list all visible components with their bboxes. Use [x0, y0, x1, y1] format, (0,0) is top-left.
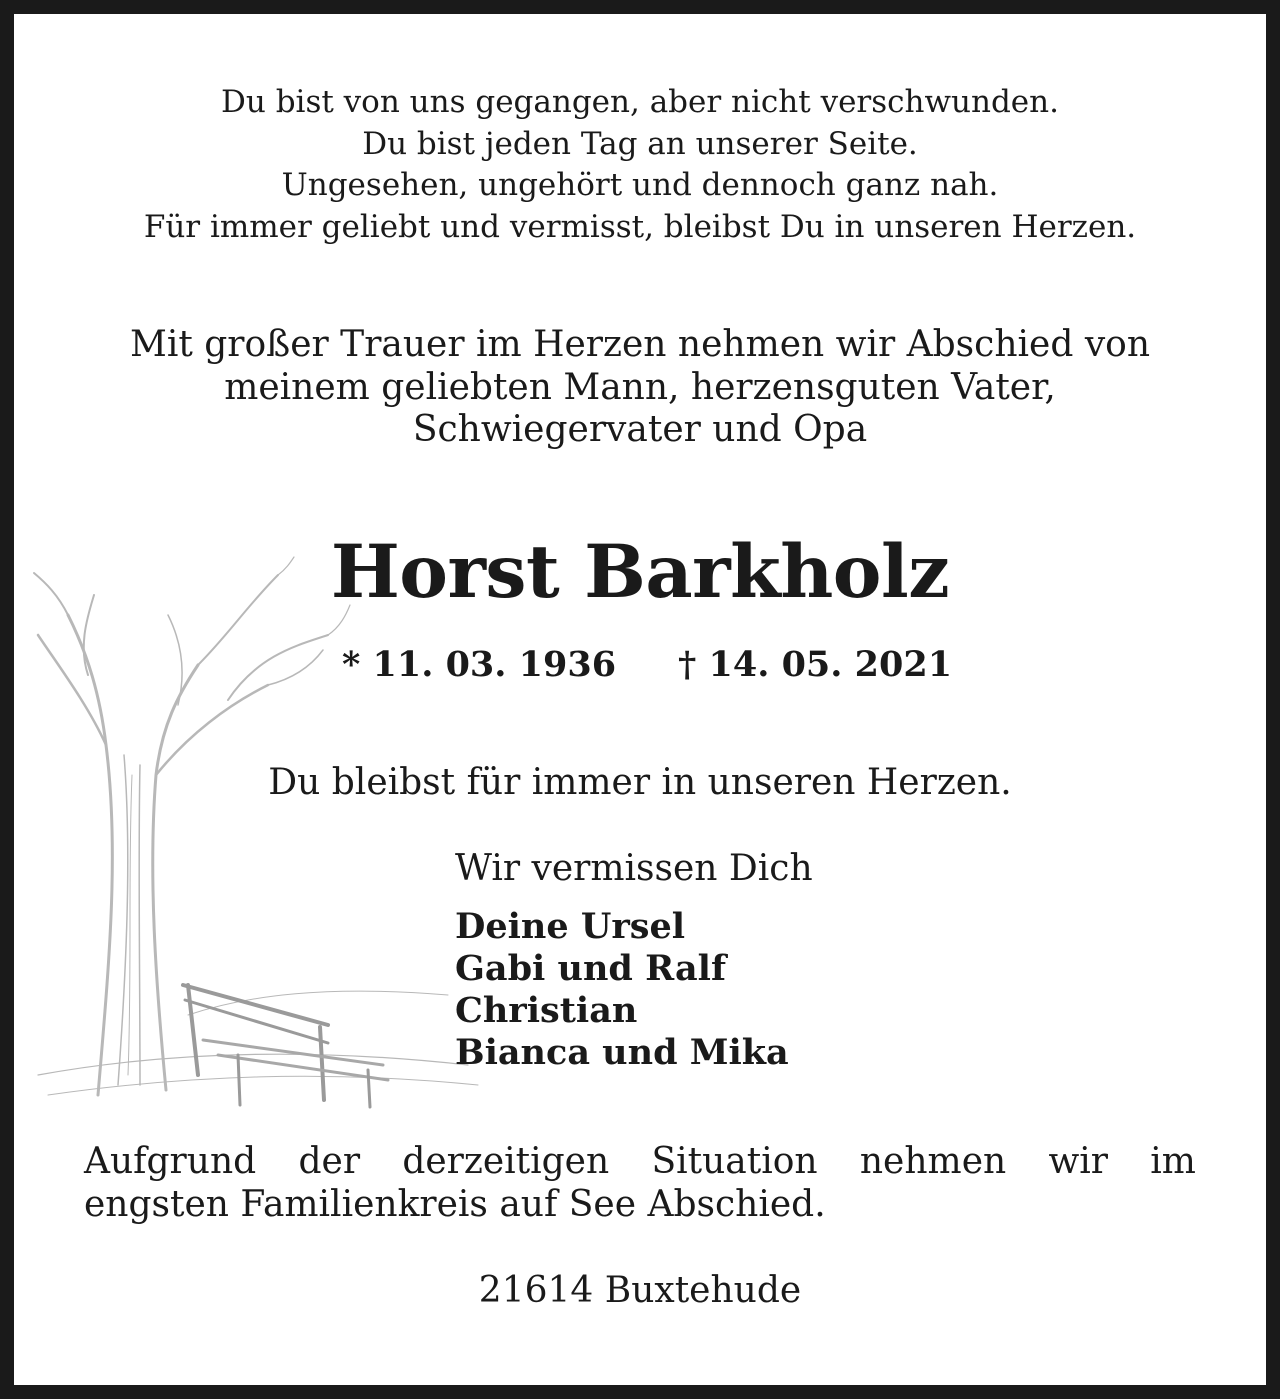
poem-line: Du bist jeden Tag an unserer Seite.: [362, 125, 918, 162]
notice-line-1: [84, 1140, 1196, 1183]
opening-poem: [40, 82, 1240, 248]
place: 21614 Buxtehude: [478, 1270, 802, 1311]
notice-word: Aufgrund: [84, 1141, 257, 1182]
poem-line: Für immer geliebt und vermisst, bleibst Du in unseren Herzen.: [143, 208, 1137, 245]
notice-word: derzeitigen: [402, 1141, 610, 1182]
notice-word: Situation: [651, 1141, 818, 1182]
intro-line: Schwiegervater und Opa: [412, 409, 868, 450]
deceased-name: Horst Barkholz: [330, 529, 950, 615]
signer: Bianca und Mika: [455, 1032, 789, 1073]
signer: Gabi und Ralf: [455, 948, 726, 989]
closing-line: Du bleibst für immer in unseren Herzen.: [268, 762, 1012, 803]
notice-word: wir: [1048, 1141, 1109, 1182]
poem-line: Ungesehen, ungehört und dennoch ganz nah.: [281, 167, 999, 203]
notice-word: der: [298, 1141, 361, 1182]
signers-list: [455, 906, 789, 1074]
notice-word: im: [1150, 1141, 1196, 1182]
signer: Christian: [455, 990, 638, 1031]
mourning-intro: [40, 324, 1240, 452]
miss-line: Wir vermissen Dich: [455, 848, 813, 889]
notice-word: nehmen: [859, 1141, 1007, 1182]
notice-line-2: engsten Familienkreis auf See Abschied.: [84, 1184, 826, 1225]
funeral-notice: [84, 1140, 1196, 1226]
birth-date: * 11. 03. 1936: [342, 644, 617, 685]
signer: Deine Ursel: [455, 906, 686, 947]
intro-line: Mit großer Trauer im Herzen nehmen wir Abschied von: [129, 324, 1151, 365]
intro-line: meinem geliebten Mann, herzensguten Vater,: [224, 366, 1056, 408]
tree-and-bench-illustration: [28, 555, 488, 1115]
death-date: † 14. 05. 2021: [678, 644, 953, 685]
poem-line: Du bist von uns gegangen, aber nicht verschwunden.: [221, 84, 1059, 120]
